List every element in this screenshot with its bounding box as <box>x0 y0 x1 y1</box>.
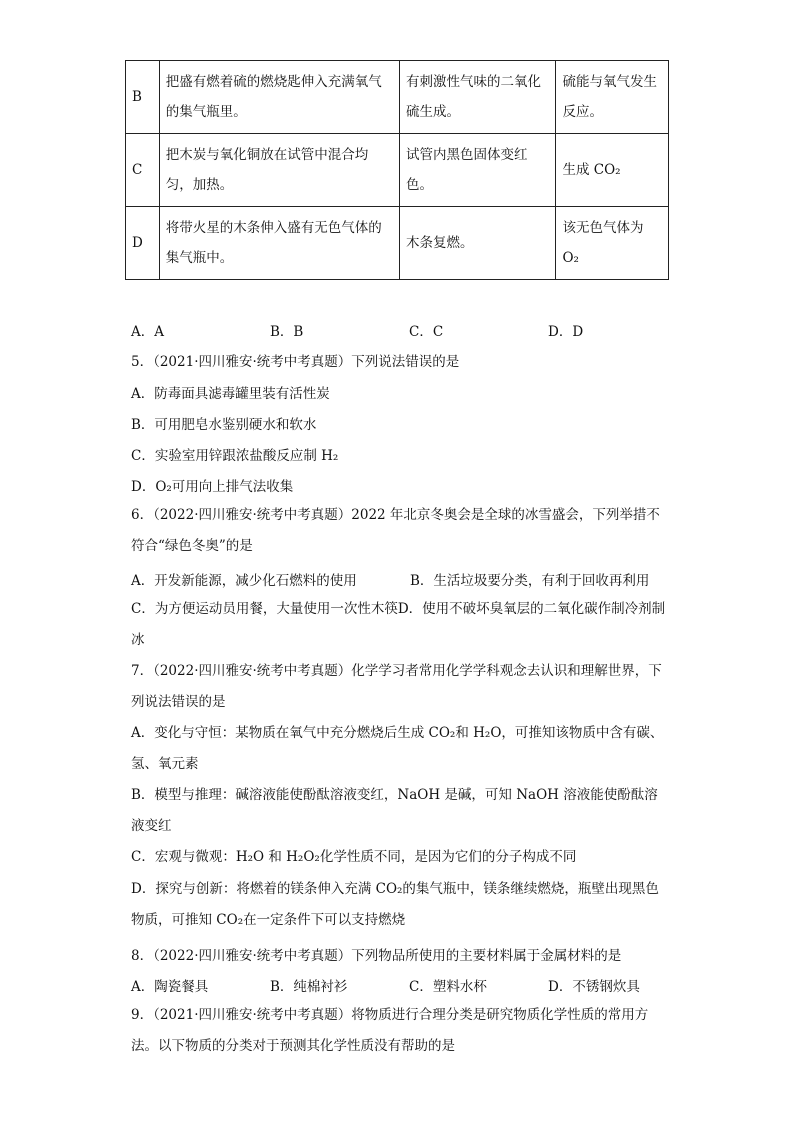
conclusion-cell: 硫能与氧气发生反应。 <box>556 61 669 134</box>
phenomenon-cell: 木条复燃。 <box>400 207 556 280</box>
experiment-table <box>125 60 669 280</box>
operation-cell: 把盛有燃着硫的燃烧匙伸入充满氧气的集气瓶里。 <box>159 61 399 134</box>
choice-d[interactable]: D．D <box>548 324 584 340</box>
q8-stem: 8．（2022·四川雅安·统考中考真题）下列物品所使用的主要材料属于金属材料的是 <box>131 948 622 964</box>
conclusion-cell: 该无色气体为 O₂ <box>556 207 669 280</box>
q5-option-d[interactable]: D．O₂可用向上排气法收集 <box>131 479 294 495</box>
conclusion-cell: 生成 CO₂ <box>556 134 669 207</box>
option-cell: D <box>126 207 160 280</box>
table-row <box>126 61 669 134</box>
phenomenon-cell: 有刺激性气味的二氧化硫生成。 <box>400 61 556 134</box>
option-cell: B <box>126 61 160 134</box>
option-cell: C <box>126 134 160 207</box>
q7-stem: 7．（2022·四川雅安·统考中考真题）化学学习者常用化学学科观念去认识和理解世界，下列说法错误的是 <box>131 663 662 710</box>
choice-b[interactable]: B．B <box>270 324 304 340</box>
table-row <box>126 134 669 207</box>
q8-option-d[interactable]: D．不锈钢炊具 <box>548 979 640 995</box>
q7-option-c[interactable]: C．宏观与微观：H₂O 和 H₂O₂化学性质不同，是因为它们的分子构成不同 <box>131 849 577 865</box>
q6-options-cd <box>131 594 671 656</box>
operation-cell: 将带火星的木条伸入盛有无色气体的集气瓶中。 <box>159 207 399 280</box>
q6-option-c[interactable]: C．为方便运动员用餐，大量使用一次性木筷 <box>131 601 398 617</box>
q9-stem: 9．（2021·四川雅安·统考中考真题）将物质进行合理分类是研究物质化学性质的常用方法。以下物质的分类对于预测其化学性质没有帮助的是 <box>131 1007 649 1054</box>
choice-c[interactable]: C．C <box>409 324 444 340</box>
choice-a[interactable]: A．A <box>131 324 164 340</box>
q5-option-a[interactable]: A．防毒面具滤毒罐里装有活性炭 <box>131 386 330 402</box>
q7-option-d[interactable]: D．探究与创新：将燃着的镁条伸入充满 CO₂的集气瓶中，镁条继续燃烧，瓶壁出现黑色物质，可推知 CO₂在一定条件下可以支持燃烧 <box>131 881 659 928</box>
q8-option-a[interactable]: A．陶瓷餐具 <box>131 979 209 995</box>
q7-option-b[interactable]: B．模型与推理：碱溶液能使酚酞溶液变红，NaOH 是碱，可知 NaOH 溶液能使酚酞溶液变红 <box>131 787 658 834</box>
table-row <box>126 207 669 280</box>
q5-option-c[interactable]: C．实验室用锌跟浓盐酸反应制 H₂ <box>131 448 339 464</box>
phenomenon-cell: 试管内黑色固体变红色。 <box>400 134 556 207</box>
q5-option-b[interactable]: B．可用肥皂水鉴别硬水和软水 <box>131 417 317 433</box>
q6-stem: 6．（2022·四川雅安·统考中考真题）2022 年北京冬奥会是全球的冰雪盛会，下列举措不符合“绿色冬奥”的是 <box>131 507 660 554</box>
q6-option-a[interactable]: A．开发新能源，减少化石燃料的使用 <box>131 573 357 589</box>
q7-option-a[interactable]: A．变化与守恒：某物质在氧气中充分燃烧后生成 CO₂和 H₂O，可推知该物质中含有碳、氢、氧元素 <box>131 725 664 772</box>
operation-cell: 把木炭与氧化铜放在试管中混合均匀，加热。 <box>159 134 399 207</box>
q6-option-b[interactable]: B．生活垃圾要分类，有利于回收再利用 <box>410 573 650 589</box>
q5-stem: 5．（2021·四川雅安·统考中考真题）下列说法错误的是 <box>131 354 460 370</box>
q8-option-b[interactable]: B．纯棉衬衫 <box>270 979 348 995</box>
q8-option-c[interactable]: C．塑料水杯 <box>409 979 487 995</box>
q6-option-d[interactable]: D．使用不破坏臭氧层的二氧化碳作制冷剂制冰 <box>131 601 666 648</box>
